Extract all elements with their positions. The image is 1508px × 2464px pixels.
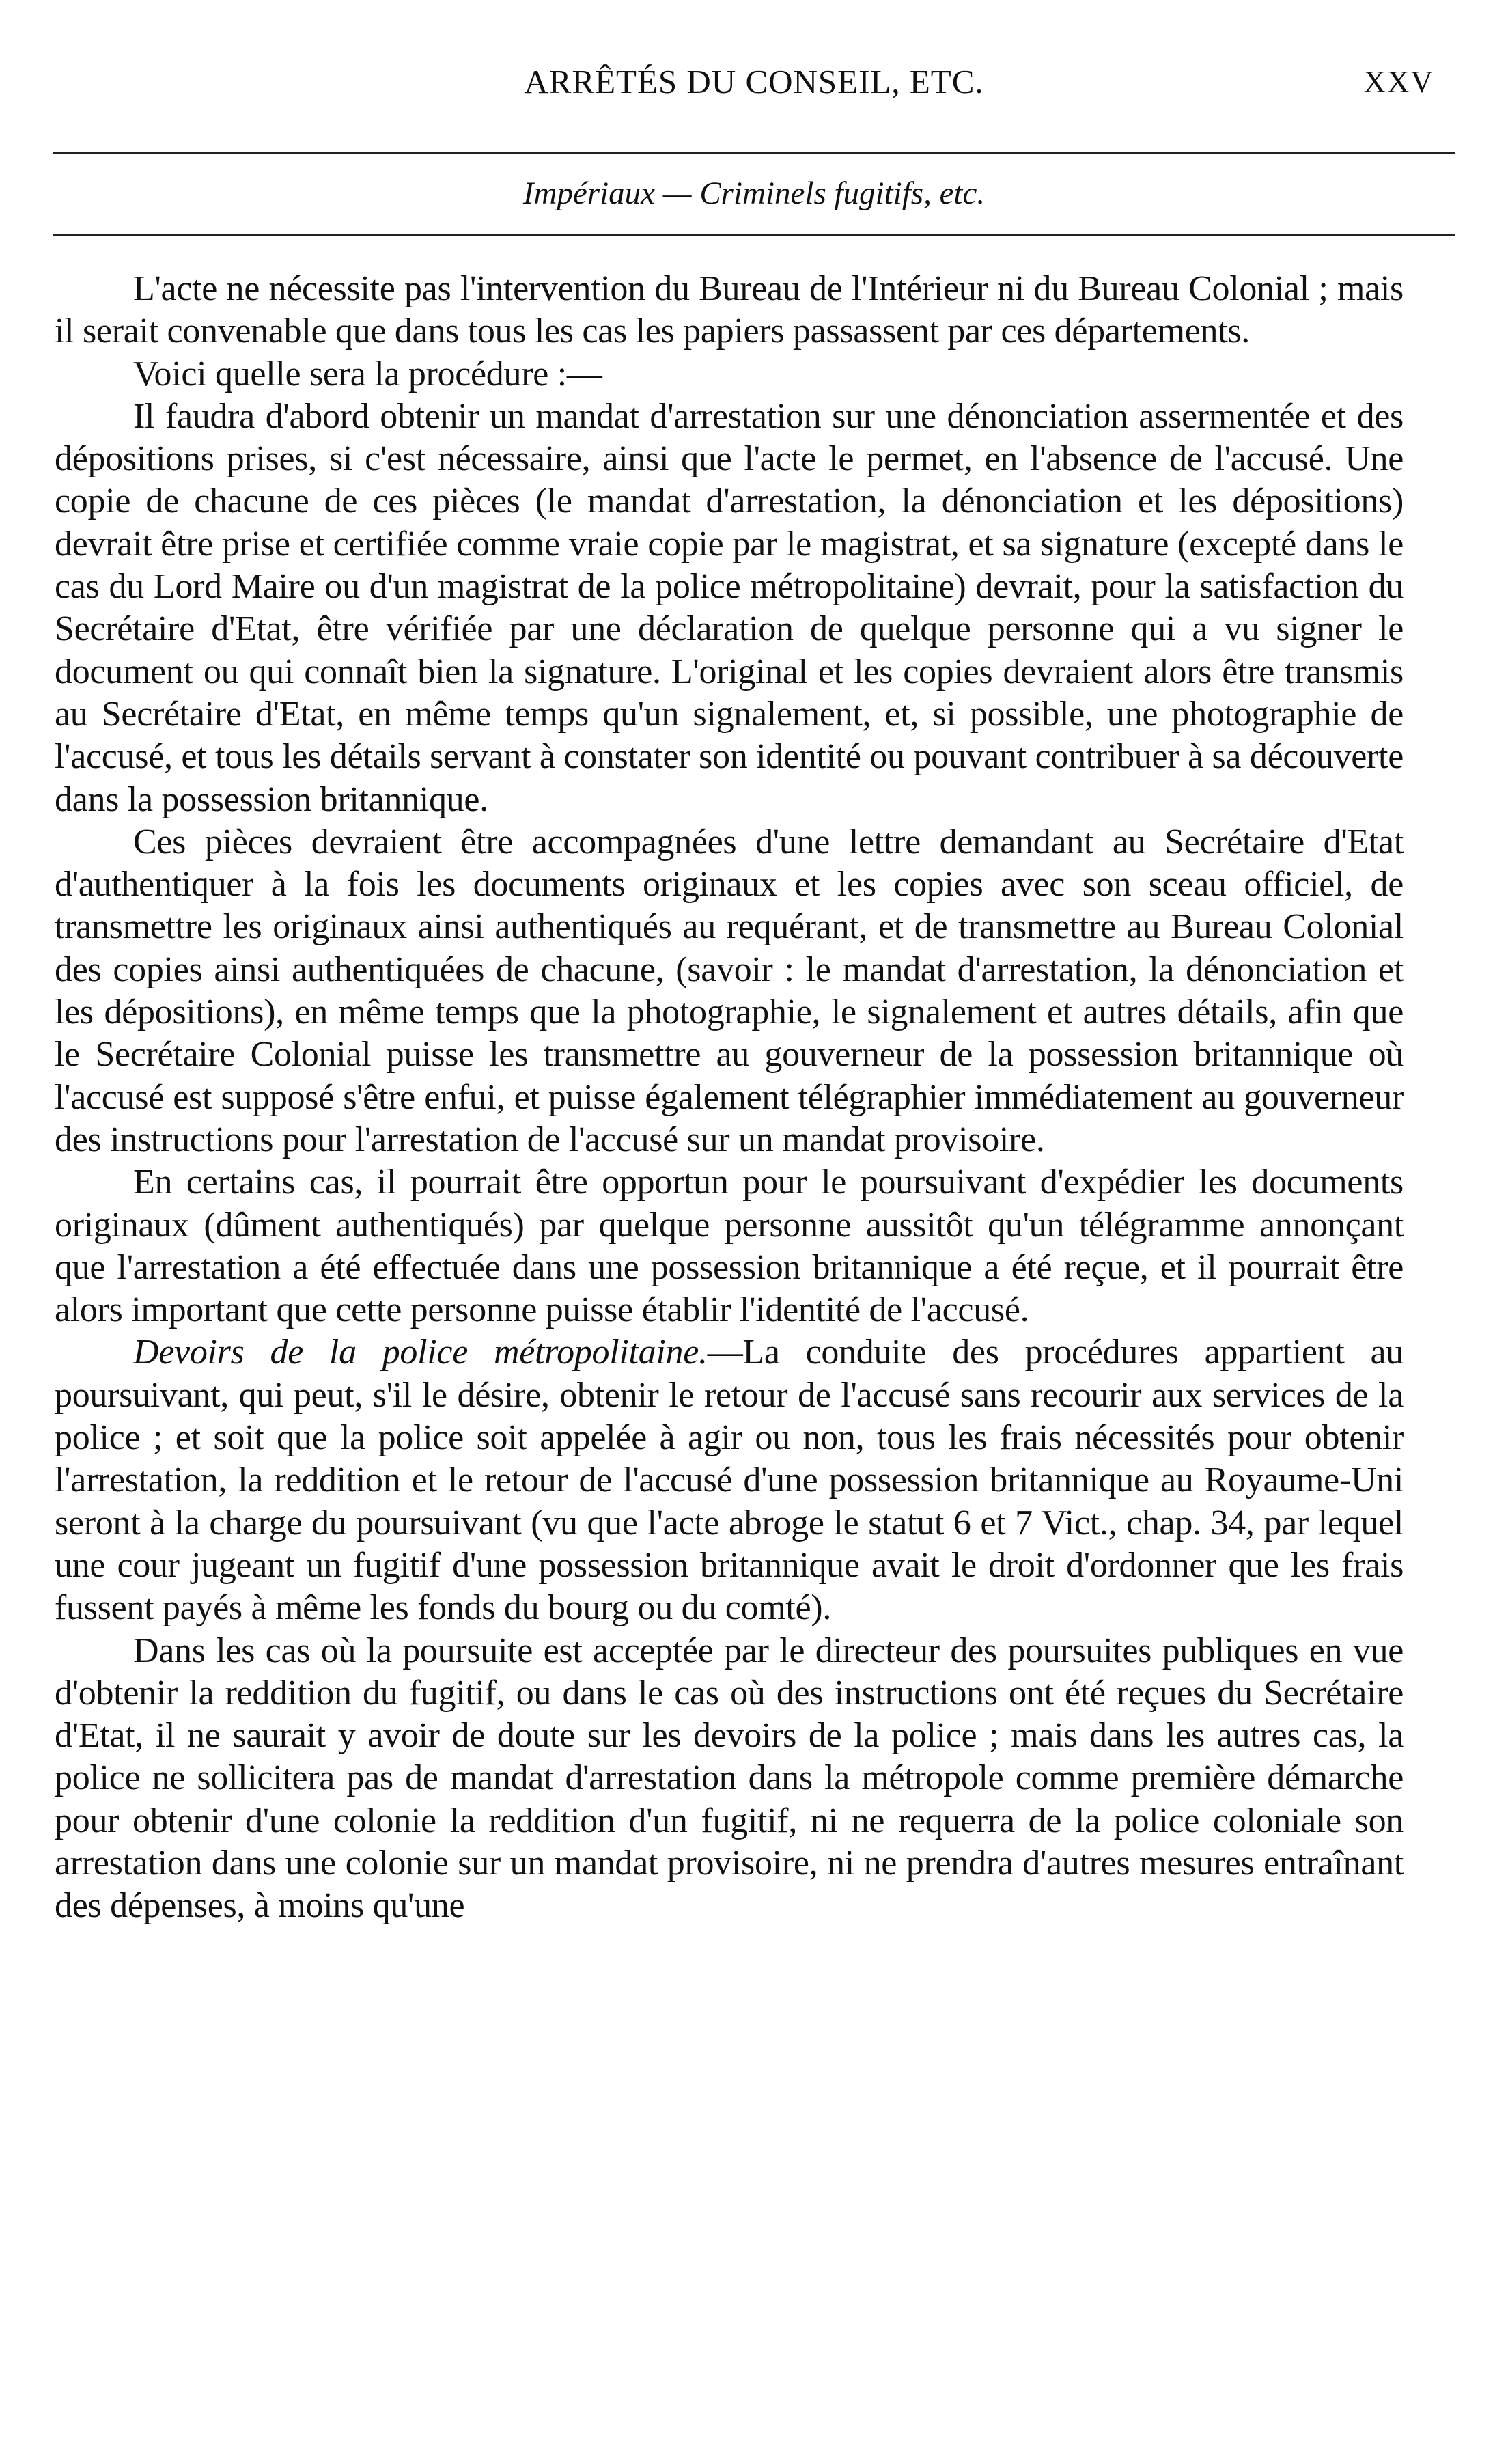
header-rule-bottom <box>53 234 1455 236</box>
running-title: ARRÊTÉS DU CONSEIL, ETC. <box>524 63 984 100</box>
header-rule-top <box>53 152 1455 154</box>
paragraph: Voici quelle sera la procédure :— <box>133 354 602 393</box>
paragraph: L'acte ne nécessite pas l'intervention du Bureau de l'Intérieur ni du Bureau Colonial ; mais il serait convenable que dans tous les cas les papiers passassent par ces départements. <box>55 269 1404 351</box>
paragraph-text: —La conduite des procédures appartient au poursuivant, qui peut, s'il le désire, obtenir le retour de l'accusé sans recourir aux services de la police ; et soit que la police soit appelée à agir ou non, tous les frais nécessités pour obtenir l'arrestation, la reddition et le retour de l'accusé d'une possession britannique au Royaume-Uni seront à la charge du poursuivant (vu que l'acte abroge le statut 6 et 7 Vict., chap. 34, par lequel une cour jugeant un fugitif d'une possession britannique avait le droit d'ordonner que les frais fussent payés à même les fonds du bourg ou du comté). <box>55 1333 1404 1628</box>
paragraph: Ces pièces devraient être accompagnées d'une lettre demandant au Secrétaire d'Etat d'authentiquer à la fois les documents originaux et les copies avec son sceau officiel, de transmettre les originaux ainsi authentiqués au requérant, et de transmettre au Bureau Colonial des copies ainsi authentiquées de chacune, (savoir : le mandat d'arrestation, la dénonciation et les dépositions), en même temps que la photographie, le signalement et autres détails, afin que le Secrétaire Colonial puisse les transmettre au gouverneur de la possession britannique où l'accusé est supposé s'être enfui, et puisse également télégraphier immédiatement au gouverneur des instructions pour l'arrestation de l'accusé sur un mandat provisoire. <box>55 822 1404 1159</box>
paragraph: Il faudra d'abord obtenir un mandat d'arrestation sur une dénonciation assermentée et des dépositions prises, si c'est nécessaire, ainsi que l'acte le permet, en l'absence de l'accusé. Une copie de chacune de ces pièces (le mandat d'arrestation, la dénonciation et les dépositions) devrait être prise et certifiée comme vraie copie par le magistrat, et sa signature (excepté dans le cas du Lord Maire ou d'un magistrat de la police métropolitaine) devrait, pour la satisfaction du Secrétaire d'Etat, être vérifiée par une déclaration de quelque personne qui a vu signer le document ou qui connaît bien la signature. L'original et les copies devraient alors être transmis au Secrétaire d'Etat, en même temps qu'un signalement, et, si possible, une photographie de l'accusé, et tous les détails servant à constater son identité ou pouvant contribuer à sa découverte dans la possession britannique. <box>55 396 1404 819</box>
paragraph-lead-heading: Devoirs de la police métropolitaine. <box>133 1333 708 1372</box>
section-subtitle: Impériaux — Criminels fugitifs, etc. <box>522 176 986 211</box>
paragraph: Dans les cas où la poursuite est acceptée par le directeur des poursuites publiques en vue d'obtenir la reddition du fugitif, ou dans le cas où des instructions ont été reçues du Secrétaire d'Etat, il ne saurait y avoir de doute sur les devoirs de la police ; mais dans les autres cas, la police ne sollicitera pas de mandat d'arrestation dans la métropole comme première démarche pour obtenir d'une colonie la reddition d'un fugitif, ni ne requerra de la police coloniale son arrestation dans une colonie sur un mandat provisoire, ni ne prendra d'autres mesures entraînant des dépenses, à moins qu'une <box>55 1631 1404 1926</box>
body-text <box>55 268 1404 1928</box>
paragraph <box>55 1331 1404 1629</box>
running-head <box>53 58 1455 106</box>
page-number: XXV <box>1363 65 1434 99</box>
paragraph: En certains cas, il pourrait être opportun pour le poursuivant d'expédier les documents originaux (dûment authentiqués) par quelque personne aussitôt qu'un télégramme annonçant que l'arrestation a été effectuée dans une possession britannique a été reçue, et il pourrait être alors important que cette personne puisse établir l'identité de l'accusé. <box>55 1163 1404 1330</box>
